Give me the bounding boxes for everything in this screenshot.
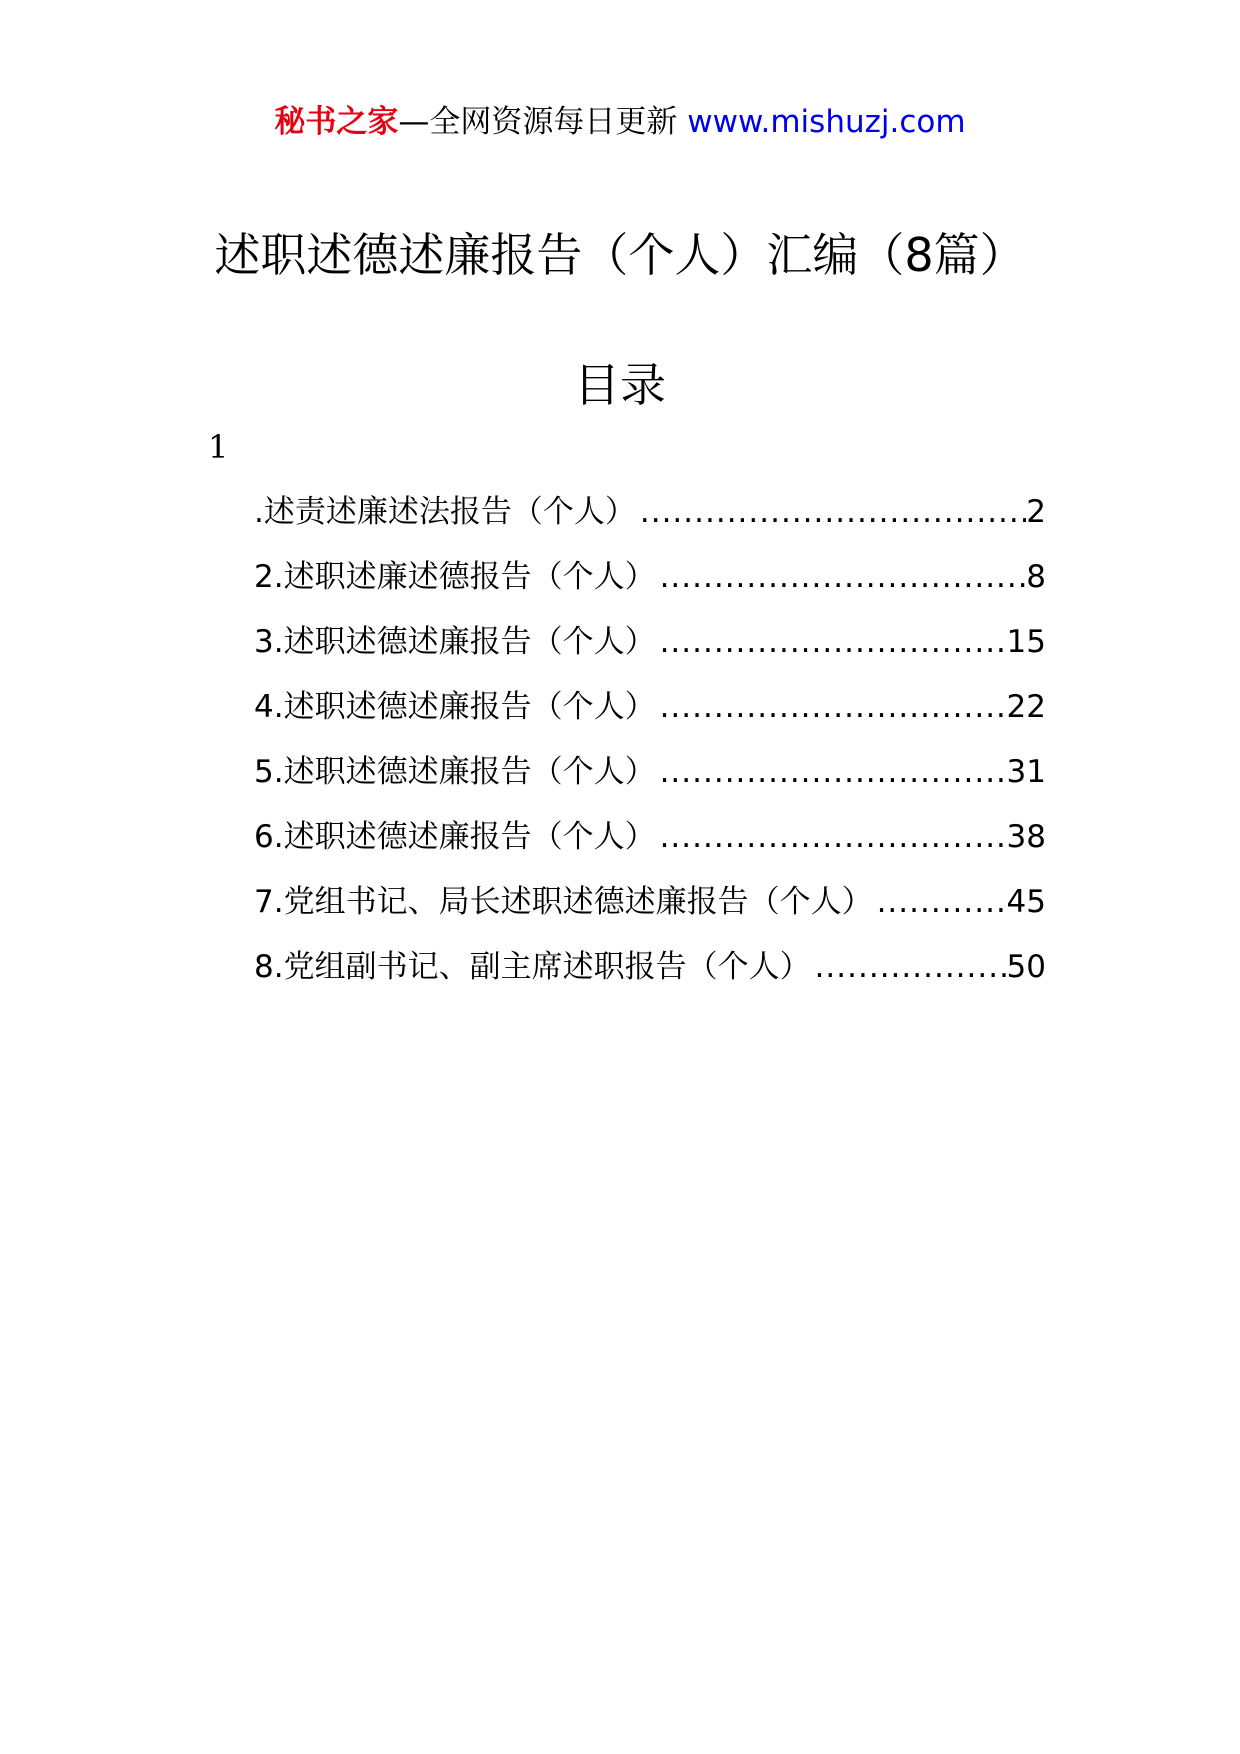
toc-item-page: 22 xyxy=(1006,689,1046,725)
toc-dot-leader xyxy=(656,815,1007,859)
toc-item[interactable] xyxy=(254,815,1046,880)
toc-item-label: 7.党组书记、局长述职述德述廉报告（个人） xyxy=(254,884,873,920)
toc-item[interactable] xyxy=(254,620,1046,685)
toc-dot-leader xyxy=(873,880,1007,924)
toc-item-label: 8.党组副书记、副主席述职报告（个人） xyxy=(254,949,811,985)
toc-dot-leader xyxy=(811,945,1007,989)
site-url-link[interactable]: www.mishuzj.com xyxy=(687,104,966,140)
toc-item-page: 45 xyxy=(1006,884,1046,920)
toc-dot-leader xyxy=(656,555,1027,599)
toc-dot-leader xyxy=(656,620,1007,664)
toc-item[interactable] xyxy=(254,750,1046,815)
toc-dot-leader xyxy=(656,685,1007,729)
toc-stray-number: 1 xyxy=(208,428,229,466)
toc-item[interactable] xyxy=(254,880,1046,945)
toc-item[interactable] xyxy=(254,490,1046,555)
toc-dot-leader xyxy=(656,750,1007,794)
toc-item[interactable] xyxy=(254,555,1046,620)
toc-heading: 目录 xyxy=(574,358,666,412)
toc-item-label: 4.述职述德述廉报告（个人） xyxy=(254,689,656,725)
site-tagline: —全网资源每日更新 xyxy=(398,104,688,140)
toc-item[interactable] xyxy=(254,945,1046,1010)
toc-item-label: 3.述职述德述廉报告（个人） xyxy=(254,624,656,660)
toc-dot-leader xyxy=(636,490,1026,534)
toc-item-page: 2 xyxy=(1026,494,1046,530)
toc-item-label: 2.述职述廉述德报告（个人） xyxy=(254,559,656,595)
toc-list xyxy=(254,490,1046,1010)
toc-item-page: 50 xyxy=(1006,949,1046,985)
toc-item-page: 38 xyxy=(1006,819,1046,855)
toc-item-page: 15 xyxy=(1006,624,1046,660)
brand-name: 秘书之家 xyxy=(274,104,399,140)
toc-item[interactable] xyxy=(254,685,1046,750)
toc-item-label: 6.述职述德述廉报告（个人） xyxy=(254,819,656,855)
toc-item-label: 5.述职述德述廉报告（个人） xyxy=(254,754,656,790)
toc-item-page: 31 xyxy=(1006,754,1046,790)
toc-item-label: .述责述廉述法报告（个人） xyxy=(254,494,636,530)
site-header xyxy=(0,100,1240,144)
document-title: 述职述德述廉报告（个人）汇编（8篇） xyxy=(214,228,1026,282)
toc-item-page: 8 xyxy=(1026,559,1046,595)
